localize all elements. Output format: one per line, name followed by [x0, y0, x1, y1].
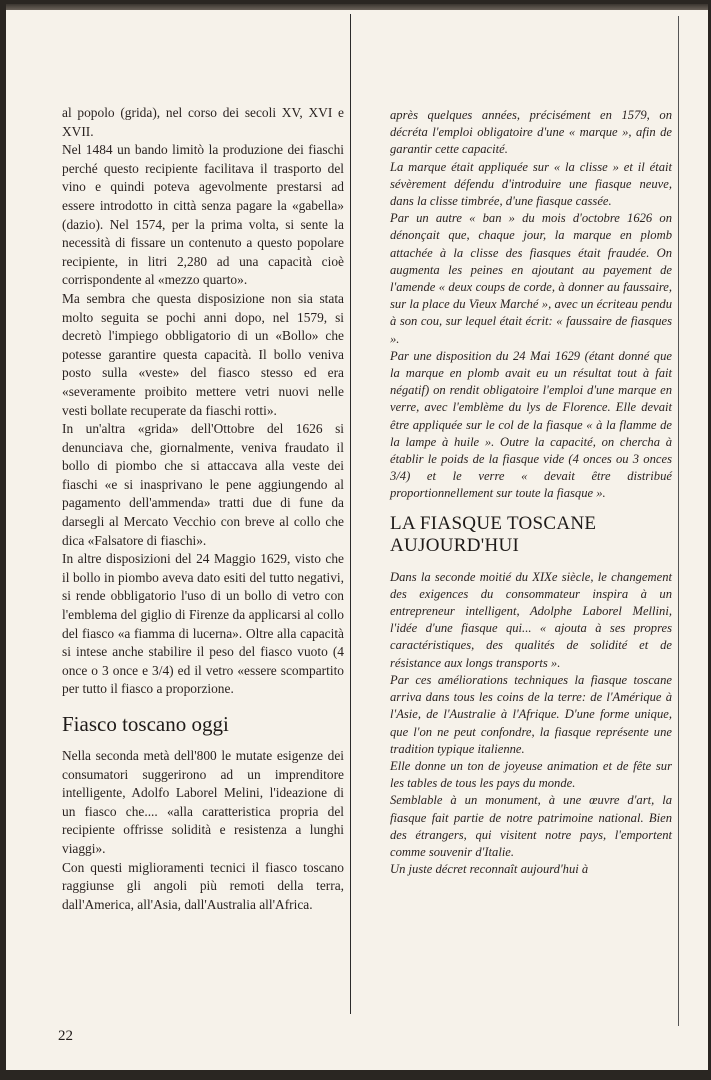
- italian-paragraph: al popolo (grida), nel corso dei secoli XV, XVI e XVII.: [62, 105, 344, 139]
- french-paragraph: Par un autre « ban » du mois d'octobre 1626 on dénonçait que, chaque jour, la marque en plomb attachée à la clisse des fiasques était fraudée. On augmenta les peines en ajoutant au payement de l'amende « deux coups de corde, à donner au faussaire, sur la place du Vieux Marché », avec un écriteau pendu à son cou, sur lequel était écrit: « faussaire de fiasques ».: [390, 211, 672, 346]
- french-paragraph: Elle donne un ton de joyeuse animation et de fête sur les tables de tous les pays du monde.: [390, 758, 672, 791]
- french-paragraph: Un juste décret reconnaît aujourd'hui à: [390, 862, 589, 877]
- french-paragraph: Par une disposition du 24 Mai 1629 (étant donné que la marque en plomb avait eu un résultat tout à fait négatif) on rendit obligatoire l'emploi d'une marque en verre, avec l'emblème du lys de Florence. Elle devait être appliquée sur le col de la fiasque « à la flamme de la lampe à huile ». Outre la capacité, on chercha à établir le poids de la fiasque vide (4 onces ou 3 onces 3/4) et le verre « devait être distribué proportionnellement sur toute la fiasque ».: [390, 348, 672, 501]
- italian-section-heading: Fiasco toscano oggi: [62, 712, 229, 736]
- italian-column: [62, 104, 344, 914]
- right-margin-rule: [678, 16, 679, 1026]
- french-section-heading: LA FIASQUE TOSCANE AUJOURD'HUI: [390, 512, 597, 556]
- column-divider: [350, 14, 351, 1014]
- italian-paragraph: Nella seconda metà dell'800 le mutate esigenze dei consumatori suggerirono ad un imprenditore intelligente, Adolfo Laborel Melini, l'ideazione di un fiasco che.... «alla caratteristica propria del recipiente offrisse solidità e resistenza a lunghi viaggi».: [62, 748, 344, 856]
- french-paragraph: après quelques années, précisément en 1579, on décréta l'emploi obligatoire d'une « marque », afin de garantir cette capacité.: [390, 108, 672, 157]
- french-paragraph: La marque était appliquée sur « la clisse » et il était sévèrement défendu d'introduire une fiasque neuve, dans la clisse timbrée, d'une fiasque cassée.: [390, 159, 672, 209]
- italian-paragraph: Con questi miglioramenti tecnici il fiasco toscano raggiunse gli angoli più remoti della terra, dall'America, all'Asia, dall'Australia all'Africa.: [62, 859, 344, 912]
- french-paragraph: Semblable à un monument, à une œuvre d'art, la fiasque fait partie de notre patrimoine national. Bien des étrangers, qui visitent notre pays, l'emportent comme souvenir d'Italie.: [390, 793, 672, 859]
- french-paragraph: Par ces améliorations techniques la fiasque toscane arriva dans tous les coins de la terre: de l'Amérique à l'Asie, de l'Australie à l'Afrique. D'une forme unique, que l'on ne peut confondre, la fiasque représente une tradition typique italienne.: [390, 672, 672, 756]
- italian-paragraph: Nel 1484 un bando limitò la produzione dei fiaschi perché questo recipiente facilitava il trasporto del vino e quindi poteva agevolmente prestarsi ad essere introdotto in città senza pagare la «gabella» (dazio). Nel 1574, per la prima volta, si sente la necessità di fissare un contenuto a questo popolare recipiente, in litri 2,280 ad una capacità cioè corrispondente al «mezzo quarto».: [62, 142, 344, 288]
- italian-paragraph: In un'altra «grida» dell'Ottobre del 1626 si denunciava che, giornalmente, veniva fraudato il bollo di piombo che si attaccava alla veste dei fiaschi «e si inasprivano le pene aggiungendo al pagamento dell'ammenda» tratti due di fune da darsegli al Mercato Vecchio con breve al collo che dica «Falsatore di fiaschi».: [62, 421, 344, 548]
- magazine-page: [6, 4, 708, 1070]
- italian-paragraph: Ma sembra che questa disposizione non sia stata molto seguita se pochi anni dopo, nel 1579, si decretò l'impiego obbligatorio di un «Bollo» che potesse garantire questa capacità. Il bollo veniva posto sulla «veste» del fiasco stesso ed era «severamente proibito mettere vetri nuovi nelle vesti bollate recuperate da fiaschi rotti».: [62, 290, 344, 418]
- italian-paragraph: In altre disposizioni del 24 Maggio 1629, visto che il bollo in piombo aveva dato esiti del tutto negativi, si rende obbligatorio l'uso di un bollo di vetro con l'emblema del giglio di Firenze da applicarsi al collo del fiasco «a fiamma di lucerna». Oltre alla capacità si intese anche stabilire il peso del fiasco vuoto (4 once o 3 once e 3/4) ed il vetro «essere scompartito per tutto il fiasco a proporzione.: [62, 551, 344, 697]
- french-column: [390, 107, 672, 878]
- page-number: 22: [58, 1028, 73, 1044]
- top-border-rule: [6, 4, 708, 10]
- french-paragraph: Dans la seconde moitié du XIXe siècle, le changement des exigences du consommateur inspira à un entrepreneur intelligent, Adolphe Laborel Mellini, l'idée d'une fiasque qui... « ajouta à ses propres caractéristiques, des qualités de solidité et de résistance aux longs transports ».: [390, 569, 672, 670]
